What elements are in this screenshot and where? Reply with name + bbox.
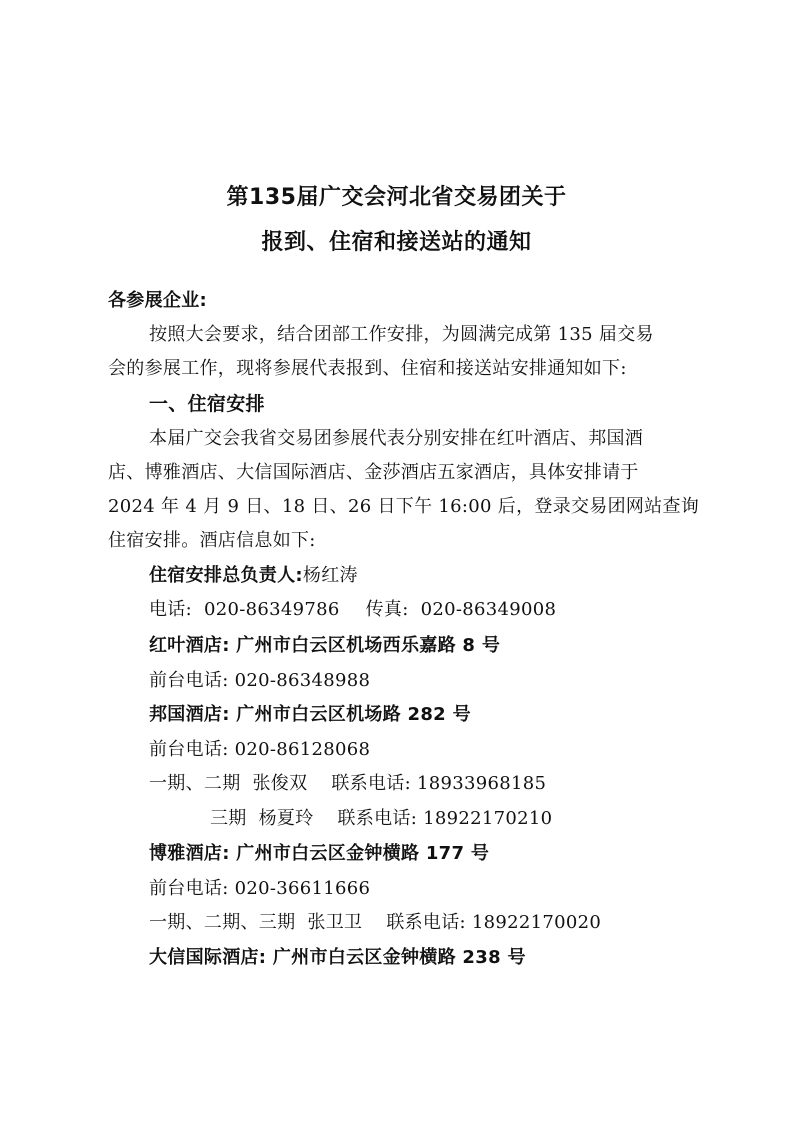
staff-phone: 联系电话: 18922170020: [386, 912, 602, 933]
staff-name: 杨夏玲: [258, 808, 314, 829]
contact-manager-label: 住宿安排总负责人:: [149, 565, 303, 586]
hotel-bangguo-desk-phone: 前台电话: 020-86128068: [149, 739, 371, 760]
staff-period: 三期: [210, 808, 247, 829]
intro-line-1: 按照大会要求，结合团部工作安排，为圆满完成第 135 届交易: [149, 324, 654, 345]
hotel-boya-name-address: 博雅酒店: 广州市白云区金钟横路 177 号: [149, 843, 490, 864]
hotel-boya-desk-phone: 前台电话: 020-36611666: [149, 878, 371, 899]
staff-period: 一期、二期: [149, 773, 241, 794]
hotel-bangguo-name-address: 邦国酒店: 广州市白云区机场路 282 号: [149, 704, 471, 725]
accommodation-para-line-3: 2024 年 4 月 9 日、18 日、26 日下午 16:00 后，登录交易团网站查询: [108, 496, 700, 517]
staff-name: 张俊双: [252, 773, 308, 794]
phone-number: 020-86349786: [203, 599, 340, 620]
document-title-line-1: 第135届广交会河北省交易团关于: [226, 185, 567, 210]
salutation: 各参展企业:: [108, 290, 207, 311]
hotel-boya-staff-1: [149, 911, 601, 935]
fax-number: 020-86349008: [420, 599, 557, 620]
fax-label: 传真:: [365, 599, 409, 620]
document-title-line-2: 报到、住宿和接送站的通知: [261, 230, 532, 255]
intro-line-2: 会的参展工作，现将参展代表报到、住宿和接送站安排通知如下:: [108, 358, 627, 379]
hotel-bangguo-staff-1: [149, 772, 546, 796]
accommodation-para-line-2: 店、博雅酒店、大信国际酒店、金莎酒店五家酒店，具体安排请于: [108, 462, 639, 483]
contact-manager-name: 杨红涛: [302, 565, 358, 586]
hotel-bangguo-staff-2: [210, 807, 552, 831]
hotel-hongye-name-address: 红叶酒店: 广州市白云区机场西乐嘉路 8 号: [149, 635, 501, 656]
hotel-daxin-name-address: 大信国际酒店: 广州市白云区金钟横路 238 号: [149, 947, 526, 968]
staff-period: 一期、二期、三期: [149, 912, 296, 933]
staff-phone: 联系电话: 18933968185: [331, 773, 547, 794]
hotel-hongye-desk-phone: 前台电话: 020-86348988: [149, 670, 371, 691]
section-heading-accommodation: 一、住宿安排: [149, 393, 265, 415]
staff-phone: 联系电话: 18922170210: [337, 808, 553, 829]
contact-manager-line: [149, 564, 358, 588]
contact-phone-fax-line: [149, 598, 556, 622]
phone-label: 电话:: [149, 599, 192, 620]
accommodation-para-line-4: 住宿安排。酒店信息如下:: [108, 530, 316, 551]
accommodation-para-line-1: 本届广交会我省交易团参展代表分别安排在红叶酒店、邦国酒: [149, 428, 644, 449]
staff-name: 张卫卫: [307, 912, 363, 933]
